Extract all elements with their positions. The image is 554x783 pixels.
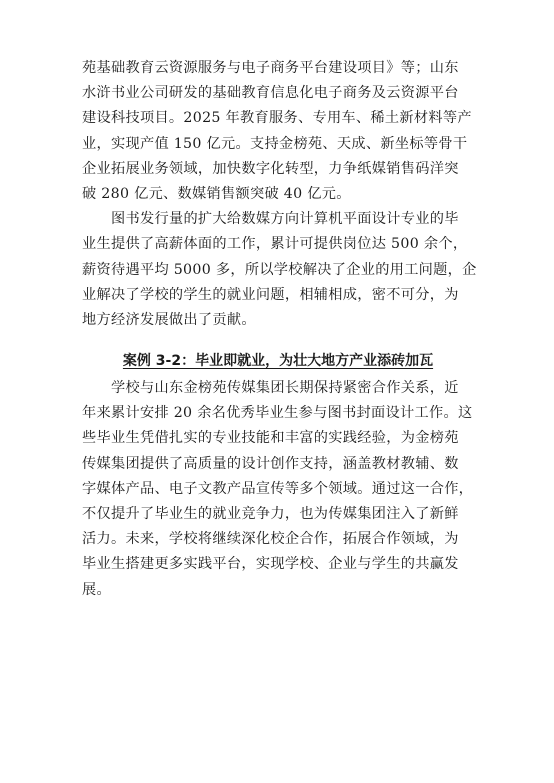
- text-line: 传媒集团提供了高质量的设计创作支持，涵盖教材教辅、数: [82, 455, 459, 472]
- text-line: 建设科技项目。2025 年教育服务、专用车、稀土新材料等产: [82, 110, 472, 127]
- text-line: 企业拓展业务领域，加快数字化转型，力争纸媒销售码洋突: [82, 160, 459, 177]
- text-line: 年来累计安排 20 余名优秀毕业生参与图书封面设计工作。这: [82, 405, 473, 422]
- text-line: 毕业生搭建更多实践平台，实现学校、企业与学生的共赢发: [82, 556, 459, 573]
- text-line: 地方经济发展做出了贡献。: [82, 311, 256, 328]
- document-page: [82, 56, 477, 603]
- text-line: 破 280 亿元、数媒销售额突破 40 亿元。: [82, 185, 351, 202]
- text-line: 业，实现产值 150 亿元。支持金榜苑、天成、新坐标等骨干: [82, 135, 468, 152]
- text-line: 活力。未来，学校将继续深化校企合作，拓展合作领域，为: [82, 531, 459, 548]
- text-line: 薪资待遇平均 5000 多，所以学校解决了企业的用工问题，企: [82, 261, 477, 278]
- text-line: 苑基础教育云资源服务与电子商务平台建设项目》等；山东: [82, 60, 459, 76]
- text-line: 字媒体产品、电子文教产品宣传等多个领域。通过这一合作，: [82, 480, 474, 497]
- text-line: 业生提供了高薪体面的工作，累计可提供岗位达 500 余个，: [82, 236, 468, 253]
- text-line: 图书发行量的扩大给数媒方向计算机平面设计专业的毕: [111, 211, 459, 228]
- text-line: 业解决了学校的学生的就业问题，相辅相成，密不可分，为: [82, 286, 459, 303]
- text-line: 水浒书业公司研发的基础教育信息化电子商务及云资源平台: [82, 85, 459, 102]
- case-paragraph: [82, 376, 474, 603]
- paragraph-employment: [82, 207, 477, 333]
- paragraph-continued: [82, 56, 474, 207]
- section-spacer: [82, 333, 474, 349]
- text-line: 不仅提升了毕业生的就业竞争力，也为传媒集团注入了新鲜: [82, 506, 459, 522]
- text-line: 学校与山东金榜苑传媒集团长期保持紧密合作关系，近: [111, 380, 459, 397]
- case-heading: 案例 3-2：毕业即就业，为壮大地方产业添砖加瓦: [122, 353, 434, 370]
- text-line: 些毕业生凭借扎实的专业技能和丰富的实践经验，为金榜苑: [82, 430, 459, 447]
- text-line: 展。: [82, 581, 111, 598]
